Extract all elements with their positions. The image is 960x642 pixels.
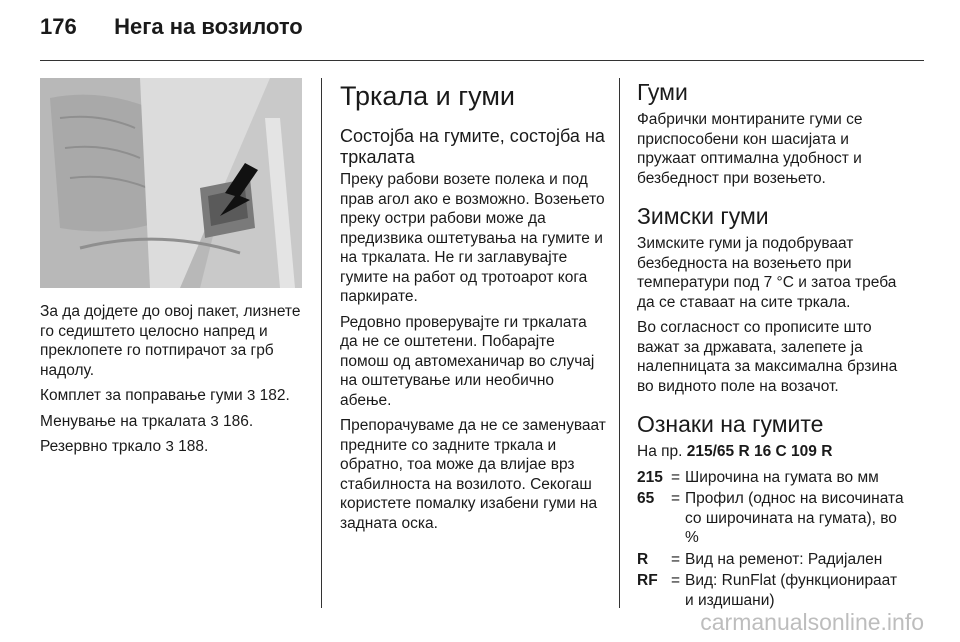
header-rule — [40, 60, 924, 61]
ref-page: 186. — [223, 412, 254, 430]
page-number: 176 — [40, 14, 77, 39]
heading-winter-tyres: Зимски гуми — [637, 203, 769, 229]
subsection-title: Состојба на гумите, состојба на тркалата — [340, 126, 605, 167]
column-2 — [340, 78, 606, 539]
column-1 — [40, 78, 308, 463]
example-line — [637, 442, 909, 462]
paragraph-winter-1: Зимските гуми ја подобруваат безбедноста на возењето при температури под 7 °C и затоа треба да се ставаат на сите тркала. — [637, 235, 897, 311]
page-header — [40, 14, 303, 40]
example-prefix: На пр. — [637, 443, 683, 460]
equals-sign: = — [671, 572, 681, 589]
list-item — [637, 489, 909, 548]
paragraph-tyres: Фабрички монтираните гуми се приспособени кон шасијата и пружаат оптимална удобност и безбедност при возењето. — [637, 111, 863, 187]
list-item — [637, 571, 909, 610]
ref-text: Резервно тркало — [40, 438, 162, 455]
caption-text: За да дојдете до овој пакет, лизнете го седиштето целосно напред и преклопете го потпирачот за грб надолу. — [40, 303, 301, 379]
ref-wheel-changing[interactable] — [40, 412, 308, 432]
equals-sign: = — [671, 550, 681, 568]
designation-key: R — [637, 550, 649, 568]
equals-sign: = — [671, 468, 681, 486]
section-title: Тркала и гуми — [340, 81, 515, 111]
ref-page: 188. — [178, 438, 209, 455]
column-3 — [637, 78, 909, 612]
equals-sign: = — [671, 490, 681, 507]
designation-key: 65 — [637, 490, 655, 507]
designation-key: 215 — [637, 468, 663, 486]
paragraph-winter-2: Во согласност со прописите што важат за државата, залепете ја налепницата за максимална брзина во видното поле на возачот. — [637, 319, 898, 395]
column-divider-1 — [321, 78, 322, 608]
designation-value: Широчина на гумата во мм — [685, 468, 879, 486]
seat-illustration — [40, 78, 302, 288]
list-item — [637, 550, 909, 570]
ref-spare-wheel[interactable] — [40, 437, 308, 457]
ref-text: Менување на тркалата — [40, 412, 207, 430]
heading-tyre-designations: Ознаки на гумите — [637, 411, 824, 437]
seat-illustration-svg — [40, 78, 302, 288]
column-divider-2 — [619, 78, 620, 608]
ref-page: 182. — [259, 387, 290, 404]
list-item — [637, 468, 909, 488]
designation-key: RF — [637, 572, 658, 589]
example-code: 215/65 R 16 C 109 R — [686, 443, 833, 460]
ref-text: Комплет за поправање гуми — [40, 387, 243, 404]
paragraph-1: Преку рабови возете полека и под прав агол ако е возможно. Возењето преку остри рабови може да предизвика оштетувања на гумите и на тркалата. Не ги заглавувајте гумите на работ од тротоарот кога паркирате. — [340, 171, 605, 305]
designation-value: Вид на ременот: Радијален — [685, 550, 883, 568]
reference-arrow-icon: 3 — [210, 412, 219, 430]
paragraph-2: Редовно проверувајте ги тркалата да не се оштетени. Побарајте помош од автомеханичар во случај на оштетување или необично абење. — [340, 313, 595, 409]
heading-tyres: Гуми — [637, 79, 688, 105]
paragraph-3: Препорачуваме да не се заменуваат предните со задните тркала и обратно, тоа може да влијае врз стабилноста на возилото. Секогаш користете помалку изабени гуми на задната оска. — [340, 417, 606, 532]
page-title: Нега на возилото — [114, 14, 303, 39]
designation-value: Вид: RunFlat (функционираат и издишани) — [685, 572, 898, 609]
ref-tyre-repair-kit[interactable] — [40, 386, 308, 406]
reference-arrow-icon: 3 — [247, 387, 256, 404]
designation-value: Профил (однос на височината со широчината на гумата), во % — [685, 490, 904, 546]
reference-arrow-icon: 3 — [165, 438, 174, 455]
watermark: carmanualsonline.info — [700, 609, 924, 635]
designation-list — [637, 468, 909, 611]
